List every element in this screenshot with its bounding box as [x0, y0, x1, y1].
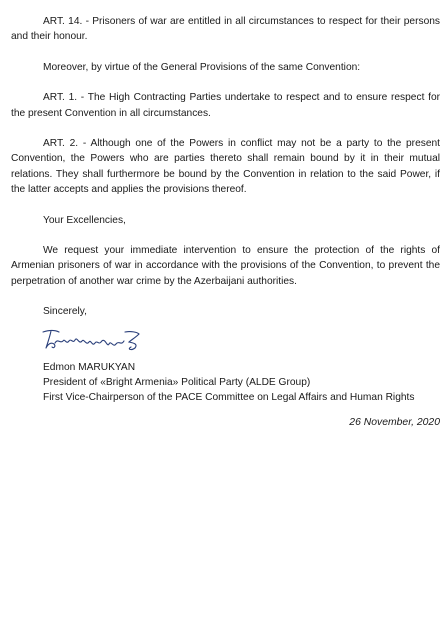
- handwritten-signature-icon: [39, 326, 149, 354]
- paragraph-request: We request your immediate intervention to ensure the protection of the rights of Armenian prisoners of war in accordance with the provisions of the Convention, to prevent the perpetration of another war crime by the Azerbaijani authorities.: [11, 245, 440, 287]
- closing: Sincerely,: [43, 306, 87, 318]
- letter-date: 26 November, 2020: [349, 417, 440, 429]
- letter-page: [11, 14, 440, 431]
- signatory-title-2: First Vice-Chairperson of the PACE Committee on Legal Affairs and Human Rights: [43, 392, 415, 404]
- paragraph-art1: ART. 1. - The High Contracting Parties undertake to respect and to ensure respect for the present Convention in all circumstances.: [11, 92, 440, 119]
- signatory-name: Edmon MARUKYAN: [43, 361, 136, 373]
- salutation: Your Excellencies,: [43, 214, 126, 226]
- paragraph-moreover: Moreover, by virtue of the General Provisions of the same Convention:: [43, 61, 361, 73]
- signatory-block: [43, 360, 440, 406]
- signature: [39, 320, 440, 354]
- signatory-title-1: President of «Bright Armenia» Political Party (ALDE Group): [43, 376, 311, 388]
- paragraph-art2: ART. 2. - Although one of the Powers in conflict may not be a party to the present Convention, the Powers who are parties thereto shall remain bound by it in their mutual relations. They shall furthermore be bound by the Convention in relation to the said Power, if the latter accepts and applies the provisions thereof.: [11, 138, 440, 196]
- paragraph-art14: ART. 14. - Prisoners of war are entitled in all circumstances to respect for their persons and their honour.: [11, 16, 440, 43]
